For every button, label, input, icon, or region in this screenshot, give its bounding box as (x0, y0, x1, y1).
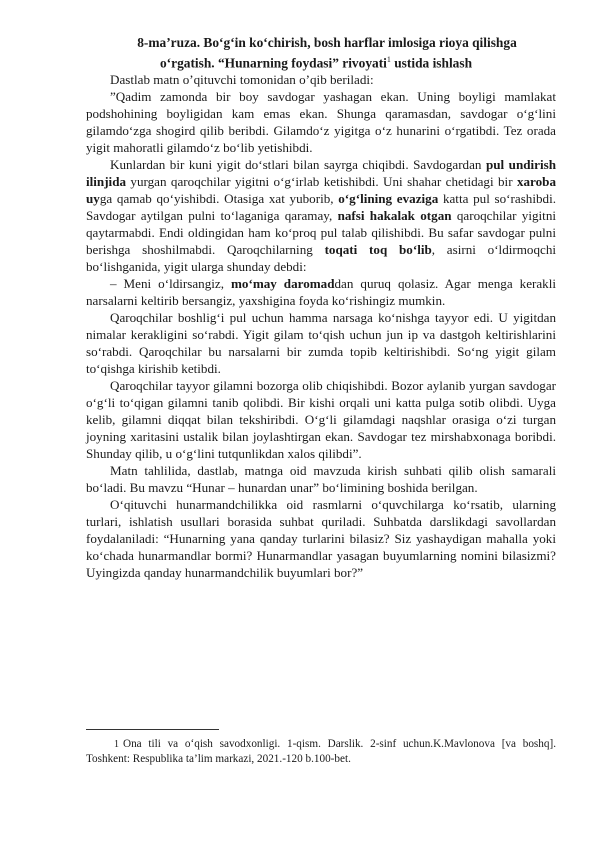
heading-line-2-text: o‘rgatish. “Hunarning foydasi” rivoyati (159, 55, 387, 71)
heading-line-2-end: ustida ishlash (390, 55, 473, 71)
story-paragraph-4: Qaroqchilar boshlig‘i pul uchun hamma narsaga ko‘nishga tayyor edi. U yigitdan nimalar kerakligini so‘rabdi. Yigit gilam to‘qish uchun jun ip va dastgoh keltirishlarini so‘rabdi. Qaroqchilar bu narsalarni bir zumda topib keltirishibdi. So‘ng yigit gilam to‘qishga kirishib ketibdi. (86, 310, 556, 377)
bold-phrase: nafsi hakalak otgan (337, 208, 452, 224)
text-run: katta pul so‘rashibdi. Savdogar aytilgan pulni to‘laganiga qaramay, (86, 191, 556, 224)
heading-line-2 (86, 51, 556, 71)
bold-phrase: xaroba uy (86, 174, 556, 207)
analysis-paragraph-2: O‘qituvchi hunarmandchilikka oid rasmlarni o‘quvchilarga ko‘rsatib, ularning turlari, ishlatish usullari borasida suhbat quriladi. Suhbatda darslikdagi savollardan foydalaniladi: “Hunarning yana qanday turlarini bilasiz? Siz yashaydigan mahalla yoki ko‘chada hunarmandlar bormi? Hunarmandlar yasagan buyumlarning nomini bilasizmi? Uyingizda qanday hunarmandchilik buyumlari bor?” (86, 497, 556, 581)
footnote-text: Ona tili va o‘qish savodxonligi. 1-qism. Darslik. 2-sinf uchun.K.Mavlonova [va boshq]. Toshkent: Respublika ta’lim markazi, 2021.-120 b.100-bet. (86, 738, 556, 765)
bold-phrase: o‘g‘lining evaziga (338, 191, 439, 207)
text-run: dan quruq qolasiz. Agar menga kerakli narsalarni keltirib bersangiz, yaxshigina foyda ko‘rishingiz mumkin. (86, 276, 556, 309)
bold-phrase: mo‘may daromad (231, 276, 335, 292)
footnote-divider (86, 729, 219, 730)
text-run: qaroqchilar yigitni qaytarmabdi. Endi oldingidan ham ko‘proq pul talab qilishibdi. Bu safar savdogar pulni berishga shoshilmabdi. Qaroqchilarning (86, 208, 557, 258)
text-run: Kunlardan bir kuni yigit do‘stlari bilan sayrga chiqibdi. Savdogardan (110, 157, 486, 173)
bold-phrase: pul undirish ilinjida (86, 157, 556, 190)
heading-line-1: 8-ma’ruza. Bo‘g‘in ko‘chirish, bosh harflar imlosiga rioya qilishga (137, 35, 517, 50)
heading-footnote-marker[interactable]: 1 (386, 55, 391, 64)
analysis-paragraph-1: Matn tahlilida, dastlab, matnga oid mavzuda kirish suhbati qilib olish samarali bo‘ladi. Bu mavzu “Hunar – hunardan unar” bo‘limining boshida berilgan. (86, 463, 556, 496)
text-run: , asirni o‘ldirmoqchi bo‘lishganida, yigit ularga shunday debdi: (86, 242, 557, 275)
story-paragraph-1: ”Qadim zamonda bir boy savdogar yashagan ekan. Uning boyligi mamlakat podshohining boyligidan kam emas ekan. Shunga qaramasdan, savdogar o‘g‘lini gilamdo‘zga shogird qilib beribdi. Gilamdo‘z yigitga o‘z hunarini o‘rgatibdi. Tez orada yigit mahoratli gilamdo‘z bo‘lib yetishibdi. (86, 89, 556, 156)
footnote (86, 737, 556, 767)
story-paragraph-2 (86, 156, 556, 275)
lecture-heading (86, 34, 556, 71)
page-body (86, 34, 556, 581)
story-paragraph-3 (86, 275, 556, 309)
text-run: yurgan qaroqchilar yigitni o‘g‘irlab ketishibdi. Uni shahar chetidagi bir (126, 174, 517, 190)
intro-paragraph: Dastlab matn o’qituvchi tomonidan o’qib beriladi: (110, 72, 374, 88)
text-run: ga qamab qo‘yishibdi. Otasiga xat yuborib, (99, 191, 339, 207)
story-paragraph-5: Qaroqchilar tayyor gilamni bozorga olib chiqishibdi. Bozor aylanib yurgan savdogar o‘g‘li to‘qigan gilamni tanib qolibdi. Bir kishi orqali uni katta pulga sotib olibdi. Uyga kelib, gilamni diqqat bilan tekshiribdi. O‘g‘li gilamdagi naqshlar orasiga o‘zi turgan joyning xaritasini ustalik bilan joylashtirgan ekan. Savdogar tez mirshabxonaga boribdi. Shunday qilib, u o‘g‘lini tutqunlikdan xalos qilibdi”. (86, 378, 556, 462)
text-run: – Meni o‘ldirsangiz, (110, 276, 231, 292)
bold-phrase: toqati toq bo‘lib (324, 242, 432, 258)
footnote-marker: 1 (114, 739, 119, 750)
